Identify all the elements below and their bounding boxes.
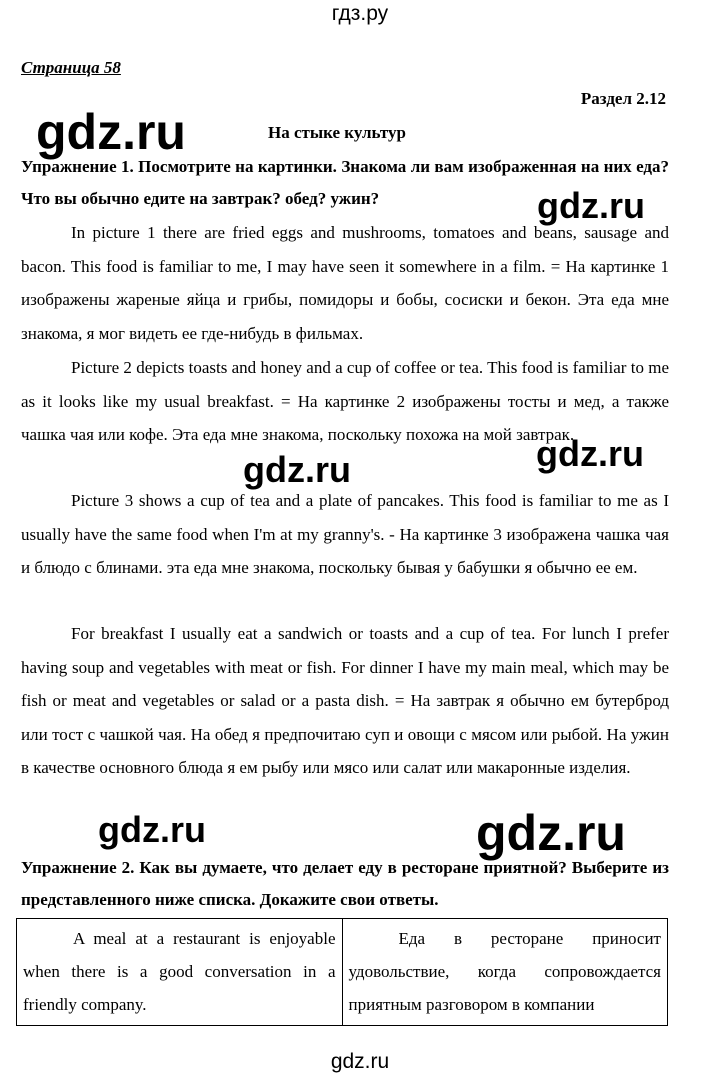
page-label: Страница 58 — [21, 58, 121, 77]
watermark-logo: gdz.ru — [98, 809, 206, 850]
watermark-logo: gdz.ru — [536, 433, 644, 474]
watermark-logo: gdz.ru — [36, 104, 186, 160]
exercise-2-table — [16, 918, 668, 1026]
table-cell-english: A meal at a restaurant is enjoyable when there is a good conversation in a friendly company. — [17, 919, 343, 1026]
exercise-1-paragraph: For breakfast I usually eat a sandwich or toasts and a cup of tea. For lunch I prefer having soup and vegetables with meat or fish. For dinner I have my main meal, which may be fish or meat and vegetables or salad or a pasta dish. = На завтрак я обычно ем бутерброд или тост с чашкой чая. На обед я предпочитаю суп и овощи с мясом или рыбой. На ужин в качестве основного блюда я ем рыбу или мясо или салат или макаронные изделия. — [21, 624, 669, 778]
table-cell-russian: Еда в ресторане приносит удовольствие, когда сопровождается приятным разговором в компании — [342, 919, 668, 1026]
watermark-logo: gdz.ru — [243, 449, 351, 490]
site-header: гдз.ру — [331, 2, 389, 25]
watermark-logo: gdz.ru — [476, 805, 626, 861]
site-footer: gdz.ru — [330, 1050, 390, 1073]
watermark-logo: gdz.ru — [537, 185, 645, 226]
exercise-2-heading: Упражнение 2. Как вы думаете, что делает еду в ресторане приятной? Выберите из представленного ниже списка. Докажите свои ответы. — [21, 858, 669, 909]
table-row — [17, 919, 668, 1026]
exercise-1-paragraph: In picture 1 there are fried eggs and mushrooms, tomatoes and beans, sausage and bacon. This food is familiar to me, I may have seen it somewhere in a film. = На картинке 1 изображены жареные яйца и грибы, помидоры и бобы, сосиски и бекон. Эта еда мне знакома, я мог видеть ее где-нибудь в фильмах. — [21, 223, 669, 343]
exercise-1-heading: Упражнение 1. Посмотрите на картинки. Знакома ли вам изображенная на них еда? Что вы обычно едите на завтрак? обед? ужин? — [21, 157, 669, 208]
exercise-1-paragraph: Picture 3 shows a cup of tea and a plate of pancakes. This food is familiar to me as I usually have the same food when I'm at my granny's. - На картинке 3 изображена чашка чая и блюдо с блинами. эта еда мне знакома, поскольку бывая у бабушки я обычно ее ем. — [21, 491, 669, 578]
section-title: На стыке культур — [268, 123, 406, 142]
section-label: Раздел 2.12 — [580, 89, 666, 108]
exercise-1-paragraph: Picture 2 depicts toasts and honey and a cup of coffee or tea. This food is familiar to me as it looks like my usual breakfast. = На картинке 2 изображены тосты и мед, а также чашка чая или кофе. Эта еда мне знакома, поскольку похожа на мой завтрак. — [21, 358, 669, 445]
